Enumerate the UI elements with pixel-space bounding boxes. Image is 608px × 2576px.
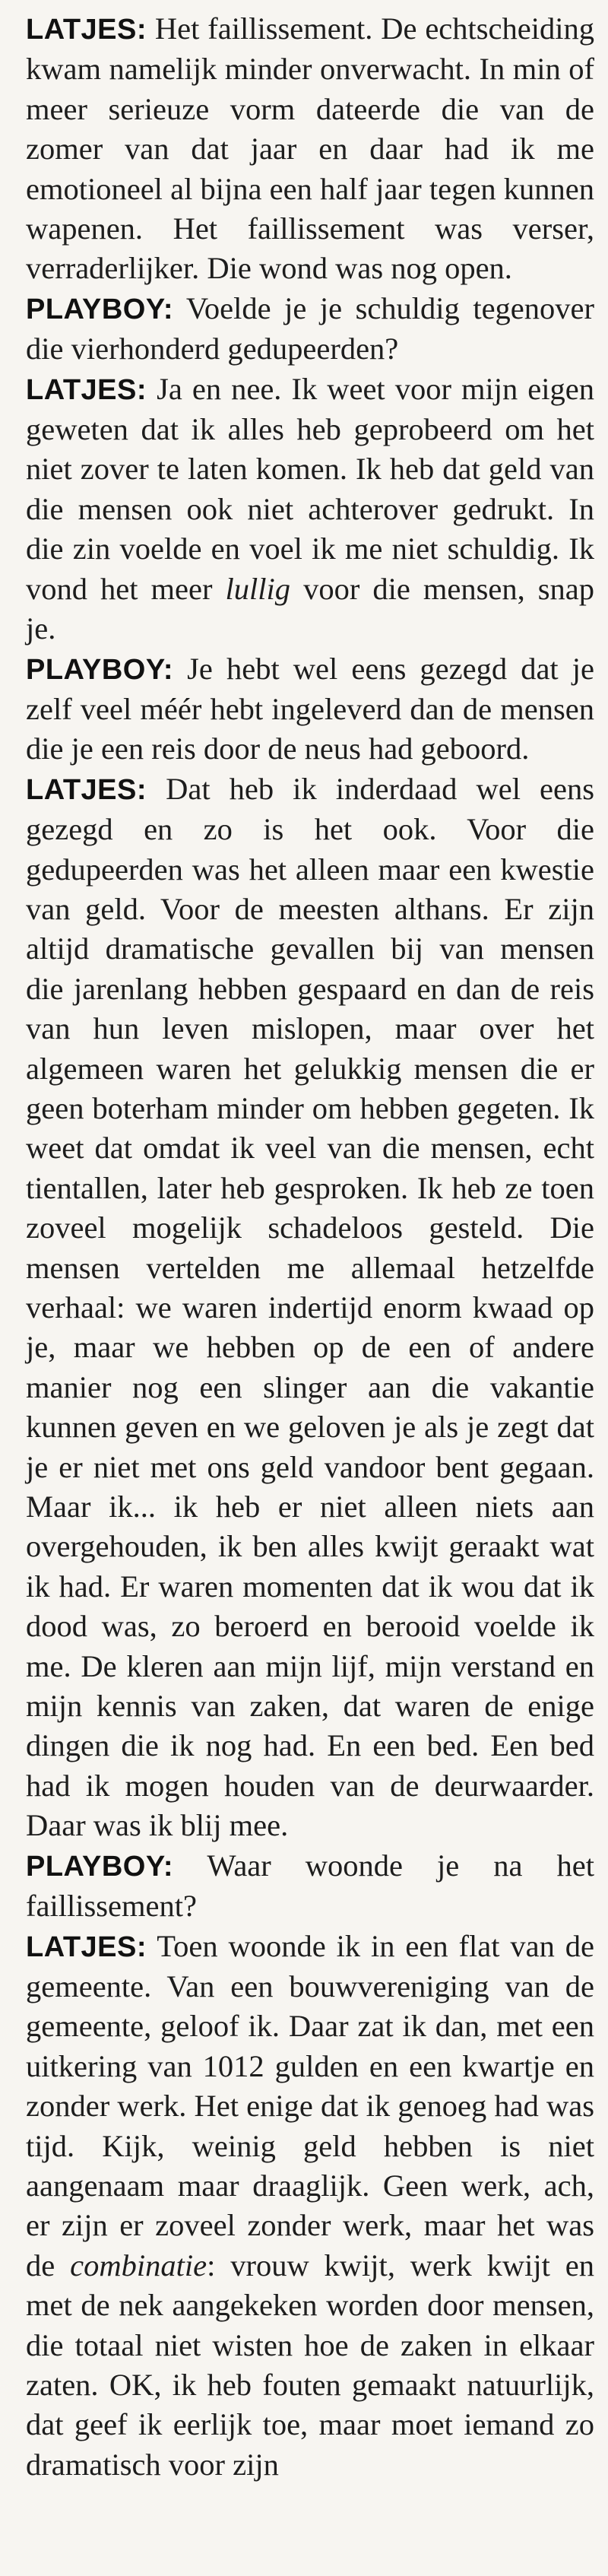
speaker-label: LATJES: bbox=[26, 1930, 147, 1963]
speaker-label: PLAYBOY: bbox=[26, 653, 174, 686]
question-text: Je hebt wel eens gezegd dat je zelf veel méér hebt ingeleverd dan de mensen die je een reis door de neus had geboord. bbox=[26, 651, 594, 766]
interview-column bbox=[26, 9, 594, 2485]
answer-text: Toen woonde ik in een flat van de gemeente. Van een bouwvereniging van de gemeente, geloof ik. Daar zat ik dan, met een uitkering van 1012 gulden en een kwartje en zonder werk. Het enige dat ik genoeg had was tijd. Kijk, weinig geld hebben is niet aangenaam maar draaglijk. Geen werk, ach, er zijn er zoveel zonder werk, maar het was de bbox=[26, 1928, 594, 2283]
question-text: Voelde je je schuldig tegenover die vierhonderd gedupeerden? bbox=[26, 290, 594, 366]
interview-paragraph bbox=[26, 1927, 594, 2486]
question-text: Waar woonde je na het faillissement? bbox=[26, 1848, 594, 1924]
interview-paragraph bbox=[26, 1846, 594, 1927]
answer-text: Het faillissement. De echtscheiding kwam namelijk minder onverwacht. In min of meer serieuze vorm dateerde die van de zomer van dat jaar en daar had ik me emotioneel al bijna een half jaar tegen kunnen wapenen. Het faillissement was verser, verraderlijker. Die wond was nog open. bbox=[26, 11, 594, 286]
interview-paragraph bbox=[26, 289, 594, 370]
speaker-label: LATJES: bbox=[26, 773, 147, 806]
answer-text: voor die mensen, snap je. bbox=[26, 571, 595, 646]
answer-text: Ja en nee. Ik weet voor mijn eigen geweten dat ik alles heb geprobeerd om het niet zover te laten komen. Ik heb dat geld van die mensen ook niet achterover gedrukt. In die zin voelde en voel ik me niet schuldig. Ik vond het meer bbox=[26, 371, 594, 606]
speaker-label: PLAYBOY: bbox=[26, 293, 174, 325]
speaker-label: LATJES: bbox=[26, 14, 147, 46]
emphasis-text: lullig bbox=[225, 571, 291, 606]
speaker-label: PLAYBOY: bbox=[26, 1850, 174, 1883]
answer-text: Dat heb ik inderdaad wel eens gezegd en zo is het ook. Voor die gedupeerden was het alleen maar een kwestie van geld. Voor de meesten althans. Er zijn altijd dramatische gevallen bij van mensen die jarenlang hebben gespaard en dan de reis van hun leven mislopen, maar over het algemeen waren het gelukkig mensen die er geen boterham minder om hebben gegeten. Ik weet dat omdat ik veel van die mensen, echt tientallen, later heb gesproken. Ik heb ze toen zoveel mogelijk schadeloos gesteld. Die mensen vertelden me allemaal hetzelfde verhaal: we waren indertijd enorm kwaad op je, maar we hebben op de een of andere manier nog een slinger aan die vakantie kunnen geven en we geloven je als je zegt dat je er niet met ons geld vandoor bent gegaan. Maar ik... ik heb er niet alleen niets aan overgehouden, ik ben alles kwijt geraakt wat ik had. Er waren momenten dat ik wou dat ik dood was, zo beroerd en berooid voelde ik me. De kleren aan mijn lijf, mijn verstand en mijn kennis van zaken, dat waren de enige dingen die ik nog had. En een bed. Een bed had ik mogen houden van de deurwaarder. Daar was ik blij mee. bbox=[26, 771, 594, 1843]
interview-paragraph bbox=[26, 769, 594, 1846]
answer-text: : vrouw kwijt, werk kwijt en met de nek aangekeken worden door mensen, die totaal niet wisten hoe de zaken in elkaar zaten. OK, ik heb fouten gemaakt natuurlijk, dat geef ik eerlijk toe, maar moet iemand zo dramatisch voor zijn bbox=[26, 2248, 594, 2482]
speaker-label: LATJES: bbox=[26, 373, 147, 406]
interview-paragraph bbox=[26, 370, 594, 649]
emphasis-text: combinatie bbox=[70, 2248, 207, 2283]
interview-paragraph bbox=[26, 9, 594, 289]
interview-paragraph bbox=[26, 649, 594, 769]
